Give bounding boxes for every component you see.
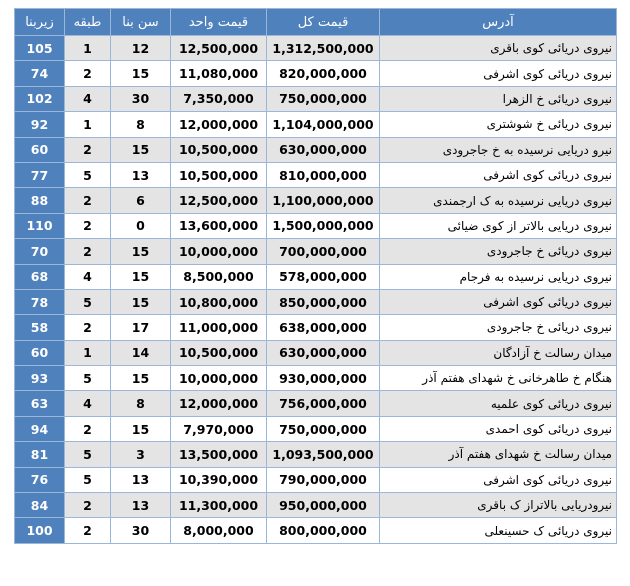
cell-total-price: 1,093,500,000: [267, 442, 380, 467]
cell-age: 15: [111, 366, 171, 391]
cell-age: 8: [111, 112, 171, 137]
cell-address: نیروی دریائی کوی احمدی: [380, 416, 617, 441]
cell-total-price: 1,312,500,000: [267, 36, 380, 61]
cell-area: 77: [15, 162, 65, 187]
listing-table: [14, 8, 617, 544]
cell-unit-price: 12,000,000: [171, 112, 267, 137]
cell-area: 92: [15, 112, 65, 137]
table-row: [15, 213, 617, 238]
cell-area: 78: [15, 289, 65, 314]
cell-address: نیروی دریائی کوی اشرفی: [380, 61, 617, 86]
table-row: [15, 493, 617, 518]
cell-total-price: 750,000,000: [267, 86, 380, 111]
cell-age: 15: [111, 137, 171, 162]
cell-floor: 4: [65, 86, 111, 111]
cell-total-price: 756,000,000: [267, 391, 380, 416]
cell-total-price: 1,104,000,000: [267, 112, 380, 137]
cell-floor: 2: [65, 493, 111, 518]
cell-total-price: 750,000,000: [267, 416, 380, 441]
cell-address: نیروی دریایی نرسیده به ک ارجمندی: [380, 188, 617, 213]
cell-unit-price: 10,000,000: [171, 366, 267, 391]
cell-unit-price: 8,000,000: [171, 518, 267, 543]
table-body: [15, 36, 617, 544]
cell-age: 3: [111, 442, 171, 467]
cell-unit-price: 10,500,000: [171, 137, 267, 162]
cell-floor: 4: [65, 264, 111, 289]
table-row: [15, 366, 617, 391]
listing-table-container: [14, 8, 616, 544]
cell-unit-price: 11,080,000: [171, 61, 267, 86]
cell-age: 13: [111, 162, 171, 187]
cell-address: نیروی دریائی خ الزهرا: [380, 86, 617, 111]
cell-floor: 2: [65, 416, 111, 441]
cell-age: 0: [111, 213, 171, 238]
cell-age: 15: [111, 61, 171, 86]
cell-total-price: 1,500,000,000: [267, 213, 380, 238]
cell-floor: 2: [65, 518, 111, 543]
cell-floor: 2: [65, 61, 111, 86]
cell-address: نیروی دریائی کوی باقری: [380, 36, 617, 61]
cell-address: نیروی دریائی خ جاجرودی: [380, 239, 617, 264]
table-row: [15, 239, 617, 264]
cell-address: نیروی دریائی کوی اشرفی: [380, 467, 617, 492]
cell-area: 76: [15, 467, 65, 492]
column-header-age: سن بنا: [111, 9, 171, 36]
cell-floor: 1: [65, 112, 111, 137]
cell-address: نیروی دریایی بالاتر از کوی ضیائی: [380, 213, 617, 238]
cell-unit-price: 7,350,000: [171, 86, 267, 111]
cell-total-price: 630,000,000: [267, 137, 380, 162]
table-row: [15, 264, 617, 289]
cell-total-price: 820,000,000: [267, 61, 380, 86]
cell-floor: 5: [65, 162, 111, 187]
cell-age: 15: [111, 264, 171, 289]
cell-total-price: 800,000,000: [267, 518, 380, 543]
cell-age: 12: [111, 36, 171, 61]
table-row: [15, 442, 617, 467]
cell-unit-price: 12,500,000: [171, 36, 267, 61]
cell-area: 68: [15, 264, 65, 289]
cell-floor: 1: [65, 36, 111, 61]
cell-area: 100: [15, 518, 65, 543]
table-row: [15, 61, 617, 86]
column-header-address: آدرس: [380, 9, 617, 36]
cell-address: نیروی دریائی کوی اشرفی: [380, 162, 617, 187]
cell-unit-price: 12,000,000: [171, 391, 267, 416]
table-header-row: [15, 9, 617, 36]
cell-unit-price: 10,000,000: [171, 239, 267, 264]
cell-unit-price: 8,500,000: [171, 264, 267, 289]
cell-age: 13: [111, 467, 171, 492]
cell-total-price: 700,000,000: [267, 239, 380, 264]
cell-total-price: 950,000,000: [267, 493, 380, 518]
cell-age: 15: [111, 289, 171, 314]
cell-unit-price: 11,300,000: [171, 493, 267, 518]
cell-floor: 2: [65, 315, 111, 340]
cell-floor: 2: [65, 188, 111, 213]
cell-unit-price: 10,800,000: [171, 289, 267, 314]
cell-address: نیروی دریائی کوی علمیه: [380, 391, 617, 416]
cell-age: 30: [111, 518, 171, 543]
table-row: [15, 340, 617, 365]
cell-unit-price: 13,600,000: [171, 213, 267, 238]
cell-total-price: 850,000,000: [267, 289, 380, 314]
cell-address: نیروی دریائی خ شوشتری: [380, 112, 617, 137]
cell-address: نیرودریایی بالاتراز ک باقری: [380, 493, 617, 518]
cell-floor: 4: [65, 391, 111, 416]
cell-floor: 5: [65, 366, 111, 391]
cell-address: میدان رسالت خ آزادگان: [380, 340, 617, 365]
table-row: [15, 391, 617, 416]
cell-area: 60: [15, 340, 65, 365]
cell-address: نیروی دریایی نرسیده به فرجام: [380, 264, 617, 289]
cell-address: نیروی دریائی خ جاجرودی: [380, 315, 617, 340]
cell-area: 81: [15, 442, 65, 467]
cell-area: 110: [15, 213, 65, 238]
column-header-unit-price: قیمت واحد: [171, 9, 267, 36]
cell-floor: 5: [65, 442, 111, 467]
column-header-area: زیربنا: [15, 9, 65, 36]
cell-total-price: 630,000,000: [267, 340, 380, 365]
cell-age: 8: [111, 391, 171, 416]
cell-floor: 2: [65, 239, 111, 264]
cell-unit-price: 13,500,000: [171, 442, 267, 467]
cell-area: 105: [15, 36, 65, 61]
cell-total-price: 638,000,000: [267, 315, 380, 340]
cell-floor: 2: [65, 137, 111, 162]
cell-total-price: 790,000,000: [267, 467, 380, 492]
cell-floor: 2: [65, 213, 111, 238]
cell-total-price: 578,000,000: [267, 264, 380, 289]
cell-floor: 1: [65, 340, 111, 365]
table-row: [15, 162, 617, 187]
cell-address: نیروی دریائی ک حسینعلی: [380, 518, 617, 543]
cell-age: 6: [111, 188, 171, 213]
cell-total-price: 1,100,000,000: [267, 188, 380, 213]
cell-floor: 5: [65, 467, 111, 492]
table-row: [15, 518, 617, 543]
cell-unit-price: 10,390,000: [171, 467, 267, 492]
cell-address: نیرو دریایی نرسیده به خ جاجرودی: [380, 137, 617, 162]
cell-area: 88: [15, 188, 65, 213]
cell-unit-price: 7,970,000: [171, 416, 267, 441]
cell-age: 14: [111, 340, 171, 365]
table-row: [15, 36, 617, 61]
table-row: [15, 315, 617, 340]
cell-address: میدان رسالت خ شهدای هفتم آذر: [380, 442, 617, 467]
table-row: [15, 188, 617, 213]
cell-address: هنگام خ طاهرخانی خ شهدای هفتم آذر: [380, 366, 617, 391]
column-header-total-price: قیمت کل: [267, 9, 380, 36]
cell-area: 74: [15, 61, 65, 86]
cell-area: 58: [15, 315, 65, 340]
table-row: [15, 467, 617, 492]
cell-total-price: 930,000,000: [267, 366, 380, 391]
cell-area: 60: [15, 137, 65, 162]
cell-area: 70: [15, 239, 65, 264]
cell-total-price: 810,000,000: [267, 162, 380, 187]
table-row: [15, 112, 617, 137]
cell-unit-price: 11,000,000: [171, 315, 267, 340]
table-row: [15, 289, 617, 314]
cell-unit-price: 12,500,000: [171, 188, 267, 213]
cell-age: 13: [111, 493, 171, 518]
cell-area: 84: [15, 493, 65, 518]
cell-area: 94: [15, 416, 65, 441]
cell-address: نیروی دریائی کوی اشرفی: [380, 289, 617, 314]
cell-unit-price: 10,500,000: [171, 340, 267, 365]
cell-age: 17: [111, 315, 171, 340]
cell-area: 63: [15, 391, 65, 416]
table-row: [15, 86, 617, 111]
table-row: [15, 137, 617, 162]
table-row: [15, 416, 617, 441]
cell-area: 93: [15, 366, 65, 391]
column-header-floor: طبقه: [65, 9, 111, 36]
cell-age: 30: [111, 86, 171, 111]
cell-area: 102: [15, 86, 65, 111]
cell-floor: 5: [65, 289, 111, 314]
cell-age: 15: [111, 239, 171, 264]
cell-unit-price: 10,500,000: [171, 162, 267, 187]
cell-age: 15: [111, 416, 171, 441]
